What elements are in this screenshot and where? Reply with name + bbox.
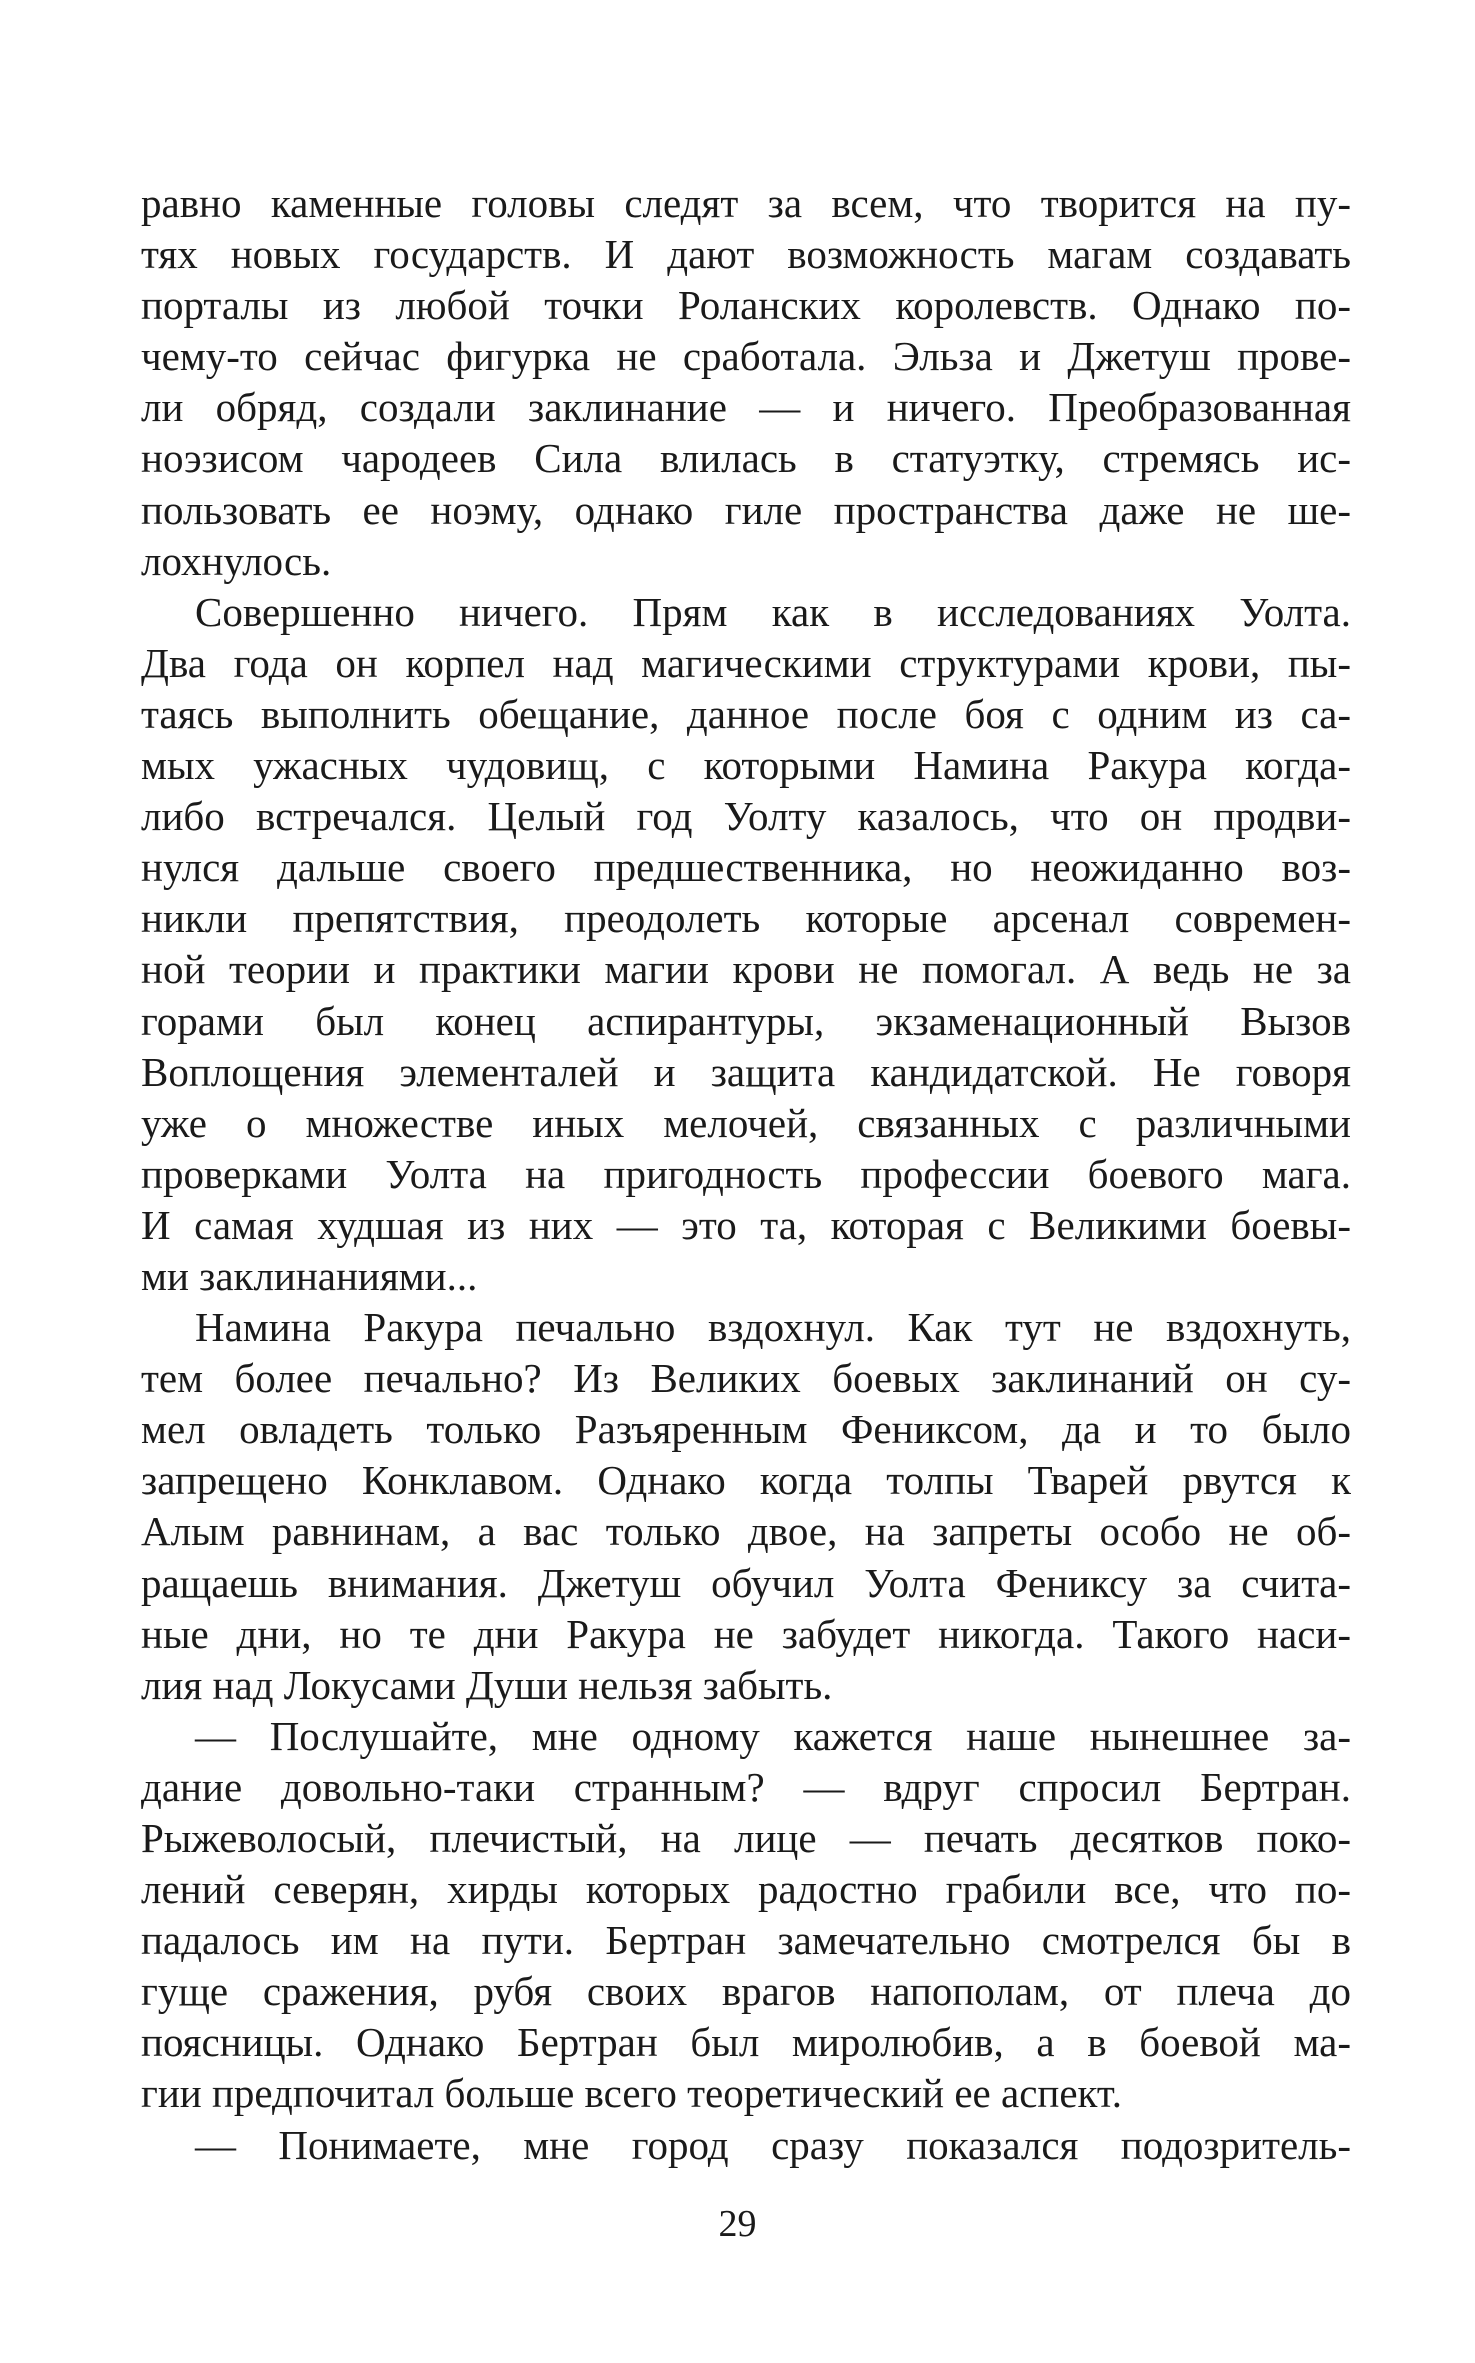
text-line: проверками Уолта на пригодность профессии боевого мага. [141,1150,1351,1197]
text-line: ноэзисом чародеев Сила влилась в статуэтку, стремясь ис- [141,435,1351,482]
text-line: поясницы. Однако Бертран был миролюбив, а в боевой ма- [141,2019,1351,2066]
text-line: уже о множестве иных мелочей, связанных с различными [141,1099,1351,1146]
text-line: лия над Локусами Души нельзя забыть. [141,1661,833,1708]
text-line: запрещено Конклавом. Однако когда толпы Тварей рвутся к [141,1457,1351,1504]
text-line: горами был конец аспирантуры, экзаменационный Вызов [141,997,1351,1044]
text-line: Рыжеволосый, плечистый, на лице — печать десятков поко- [141,1815,1351,1861]
text-line: мых ужасных чудовищ, с которыми Намина Ракура когда- [141,742,1351,789]
text-line: гуще сражения, рубя своих врагов напополам, от плеча до [141,1968,1351,2015]
text-line: лохнулось. [141,537,332,584]
text-line: ращаешь внимания. Джетуш обучил Уолта Фениксу за считa- [141,1559,1351,1606]
text-line: — Понимаете, мне город сразу показался подозритель- [195,2121,1351,2168]
text-line: лений северян, хирды которых радостно грабили все, что по- [141,1866,1351,1913]
page-number: 29 [718,2203,757,2245]
text-line: чему-то сейчас фигурка не сработала. Эльза и Джетуш прове- [141,333,1351,380]
body-text [141,178,1351,2171]
text-line: нулся дальше своего предшественника, но неожиданно воз- [141,844,1351,891]
text-line: падалось им на пути. Бертран замечательно смотрелся бы в [141,1917,1351,1964]
text-line: порталы из любой точки Роланских королевств. Однако по- [141,282,1351,329]
text-line: никли препятствия, преодолеть которые арсенал современ- [141,895,1351,942]
text-line: Совершенно ничего. Прям как в исследованиях Уолта. [195,588,1351,635]
text-line: Воплощения элементалей и защита кандидатской. Не говоря [141,1048,1351,1095]
text-line: тем более печально? Из Великих боевых заклинаний он су- [141,1355,1351,1402]
text-line: ные дни, но те дни Ракура не забудет никогда. Такого наси- [141,1610,1351,1657]
text-line: равно каменные головы следят за всем, что творится на пу- [141,180,1351,226]
text-line: дание довольно-таки странным? — вдруг спросил Бертран. [141,1763,1351,1810]
text-line: — Послушайте, мне одному кажется наше нынешнее за- [195,1712,1351,1759]
text-line: либо встречался. Целый год Уолту казалось, что он продви- [141,793,1351,840]
text-line: ми заклинаниями... [141,1252,478,1299]
text-line: Алым равнинам, а вас только двое, на запреты особо не об- [141,1508,1351,1555]
text-line: пользовать ее ноэму, однако гиле пространства даже не ше- [141,486,1351,533]
text-line: тях новых государств. И дают возможность магам создавать [141,231,1351,278]
text-line: таясь выполнить обещание, данное после боя с одним из са- [141,690,1351,737]
text-line: гии предпочитал больше всего теоретический ее аспект. [141,2070,1122,2117]
text-line: Намина Ракура печально вздохнул. Как тут не вздохнуть, [195,1304,1351,1351]
text-line: И самая худшая из них — это та, которая с Великими боевы- [141,1201,1351,1248]
text-line: ли обряд, создали заклинание — и ничего. Преобразованная [141,384,1351,431]
text-line: Два года он корпел над магическими структурами крови, пы- [141,639,1351,686]
text-line: мел овладеть только Разъяренным Фениксом, да и то было [141,1406,1351,1453]
text-line: ной теории и практики магии крови не помогал. А ведь не за [141,946,1351,993]
